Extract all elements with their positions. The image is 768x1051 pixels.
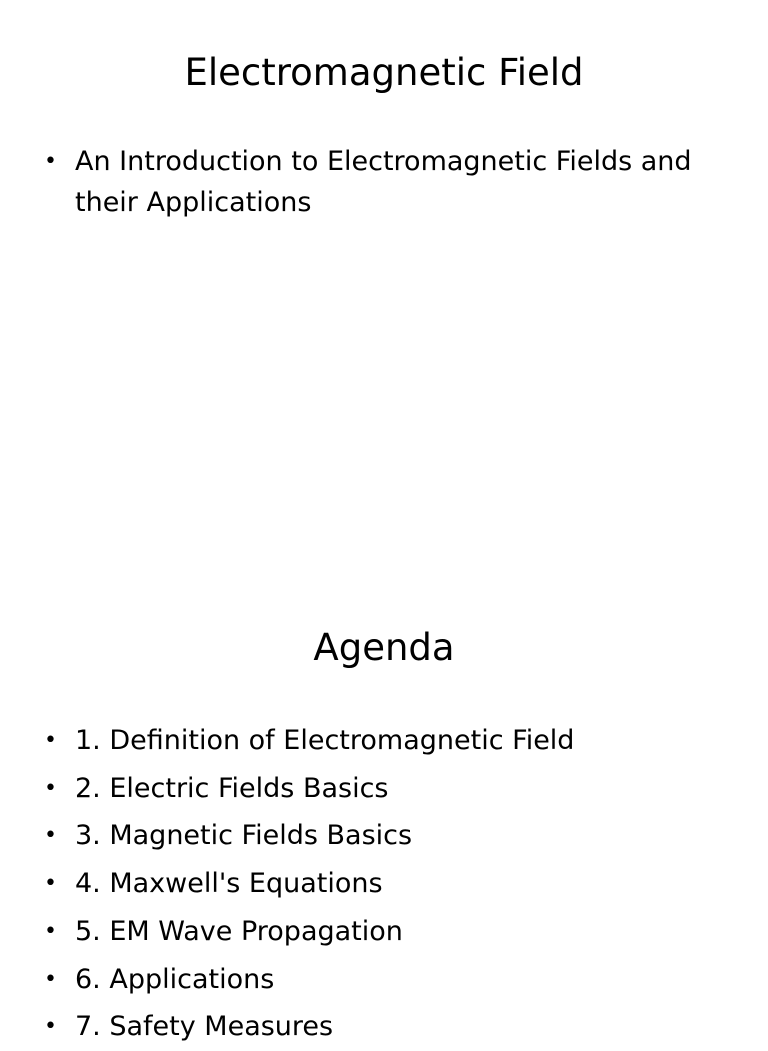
bullet-dot-icon: • [44,918,57,944]
agenda-item [44,717,724,765]
bullet-dot-icon: • [44,149,57,174]
slide-agenda [0,576,768,1043]
agenda-item-text: 4. Maxwell's Equations [75,868,383,900]
agenda-item-text: 5. EM Wave Propagation [75,915,403,947]
bullet-list [44,141,724,223]
agenda-item-text: 3. Magnetic Fields Basics [75,820,413,852]
agenda-item-text: 6. Applications [75,963,275,995]
bullet-dot-icon: • [44,775,57,801]
agenda-item-text: 7. Safety Measures [75,1011,334,1043]
bullet-dot-icon: • [44,728,57,753]
agenda-item-text: 1. Definition of Electromagnetic Field [75,725,575,756]
bullet-text: An Introduction to Electromagnetic Fields and their Applications [75,146,692,218]
bullet-dot-icon: • [44,871,57,897]
agenda-item [44,812,724,860]
bullet-dot-icon: • [44,823,57,849]
agenda-item-text: 2. Electric Fields Basics [75,772,389,804]
agenda-item [44,908,724,956]
agenda-list [44,717,724,1051]
agenda-item [44,765,724,813]
bullet-item [44,141,724,223]
bullet-dot-icon: • [44,966,57,992]
slide-title: Electromagnetic Field [184,51,584,94]
agenda-item [44,860,724,908]
agenda-item [44,956,724,1004]
slide-title: Agenda [313,626,455,669]
bullet-dot-icon: • [44,1014,57,1040]
agenda-item [44,1003,724,1051]
